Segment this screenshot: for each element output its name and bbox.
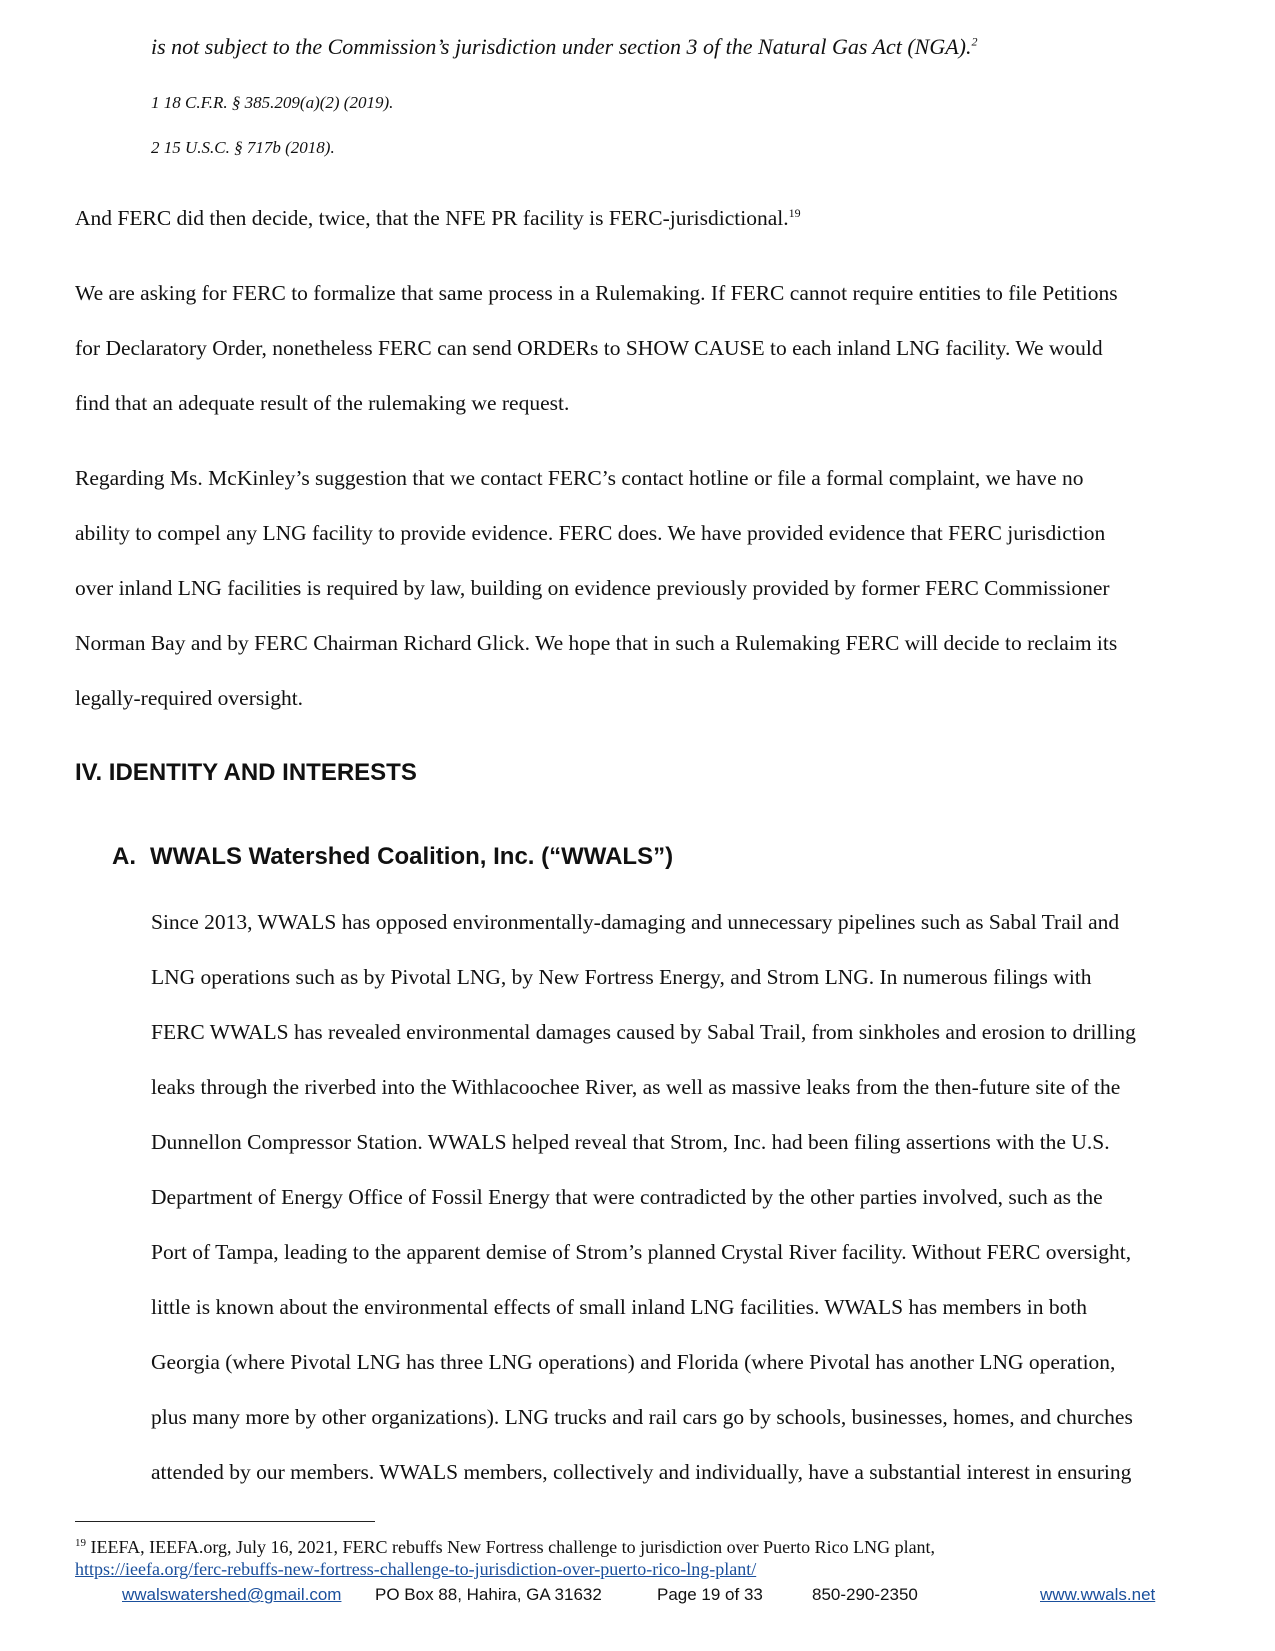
- paragraph-ferc-decision: And FERC did then decide, twice, that the NFE PR facility is FERC-jurisdictional.$^{19}$: [75, 205, 801, 230]
- footer-page-number: Page 19 of 33: [657, 1585, 763, 1604]
- subsection-marker: A.: [112, 843, 136, 870]
- footer-address: PO Box 88, Hahira, GA 31632: [375, 1585, 602, 1604]
- footnote-19: $^{19}$ IEEFA, IEEFA.org, July 16, 2021, FERC rebuffs New Fortress challenge to jurisdiction over Puerto Rico LNG plant, https://ieefa.org/ferc-rebuffs-new-fortress-challenge-to-jurisdiction-over-puerto-rico-lng-plant/: [75, 1537, 936, 1579]
- inline-footnote-2: 2 15 U.S.C. § 717b (2018).: [151, 138, 335, 157]
- footnote-ref-2: 2: [971, 34, 978, 49]
- section-heading: IV. IDENTITY AND INTERESTS: [75, 759, 417, 786]
- footer-website-link[interactable]: www.wwals.net: [1040, 1585, 1156, 1604]
- footer-phone: 850-290-2350: [812, 1585, 918, 1604]
- subsection-heading: A. WWALS Watershed Coalition, Inc. (“WWALS”): [112, 843, 674, 870]
- paragraph-rulemaking: We are asking for FERC to formalize that same process in a Rulemaking. If FERC cannot require entities to file Petitions for Declaratory Order, nonetheless FERC can send ORDERs to SHOW CAUSE to each inland LNG facility. We would find that an adequate result of the rulemaking we request.: [75, 281, 1118, 415]
- inline-footnote-1: 1 18 C.F.R. § 385.209(a)(2) (2019).: [151, 93, 394, 112]
- footnote-separator: [75, 1521, 375, 1522]
- quoted-text: is not subject to the Commission’s jurisdiction under section 3 of the Natural Gas Act (NGA).$^2$: [151, 34, 978, 59]
- footnote-link[interactable]: https://ieefa.org/ferc-rebuffs-new-fortress-challenge-to-jurisdiction-over-puerto-rico-lng-plant/: [75, 1559, 757, 1579]
- paragraph-wwals-description: Since 2013, WWALS has opposed environmentally-damaging and unnecessary pipelines such as Sabal Trail and LNG operations such as by Pivotal LNG, by New Fortress Energy, and Strom LNG. In numerous filings with FERC WWALS has revealed environmental damages caused by Sabal Trail, from sinkholes and erosion to drilling leaks through the riverbed into the Withlacoochee River, as well as massive leaks from the then-future site of the Dunnellon Compressor Station. WWALS helped reveal that Strom, Inc. had been filing assertions with the U.S. Department of Energy Office of Fossil Energy that were contradicted by the other parties involved, such as the Port of Tampa, leading to the apparent demise of Strom’s planned Crystal River facility. Without FERC oversight, little is known about the environmental effects of small inland LNG facilities. WWALS has members in both Georgia (where Pivotal LNG has three LNG operations) and Florida (where Pivotal has another LNG operation, plus many more by other organizations). LNG trucks and rail cars go by schools, businesses, homes, and churches attended by our members. WWALS members, collectively and individually, have a substantial interest in ensuring: [151, 910, 1136, 1484]
- paragraph-mckinley-response: Regarding Ms. McKinley’s suggestion that we contact FERC’s contact hotline or file a formal complaint, we have no ability to compel any LNG facility to provide evidence. FERC does. We have provided evidence that FERC jurisdiction over inland LNG facilities is required by law, building on evidence previously provided by former FERC Commissioner Norman Bay and by FERC Chairman Richard Glick. We hope that in such a Rulemaking FERC will decide to reclaim its legally-required oversight.: [75, 466, 1118, 710]
- footnote-ref-19: 19: [788, 205, 801, 220]
- footer-email-link[interactable]: wwalswatershed@gmail.com: [122, 1585, 342, 1604]
- footnote-number: 19: [75, 1537, 86, 1549]
